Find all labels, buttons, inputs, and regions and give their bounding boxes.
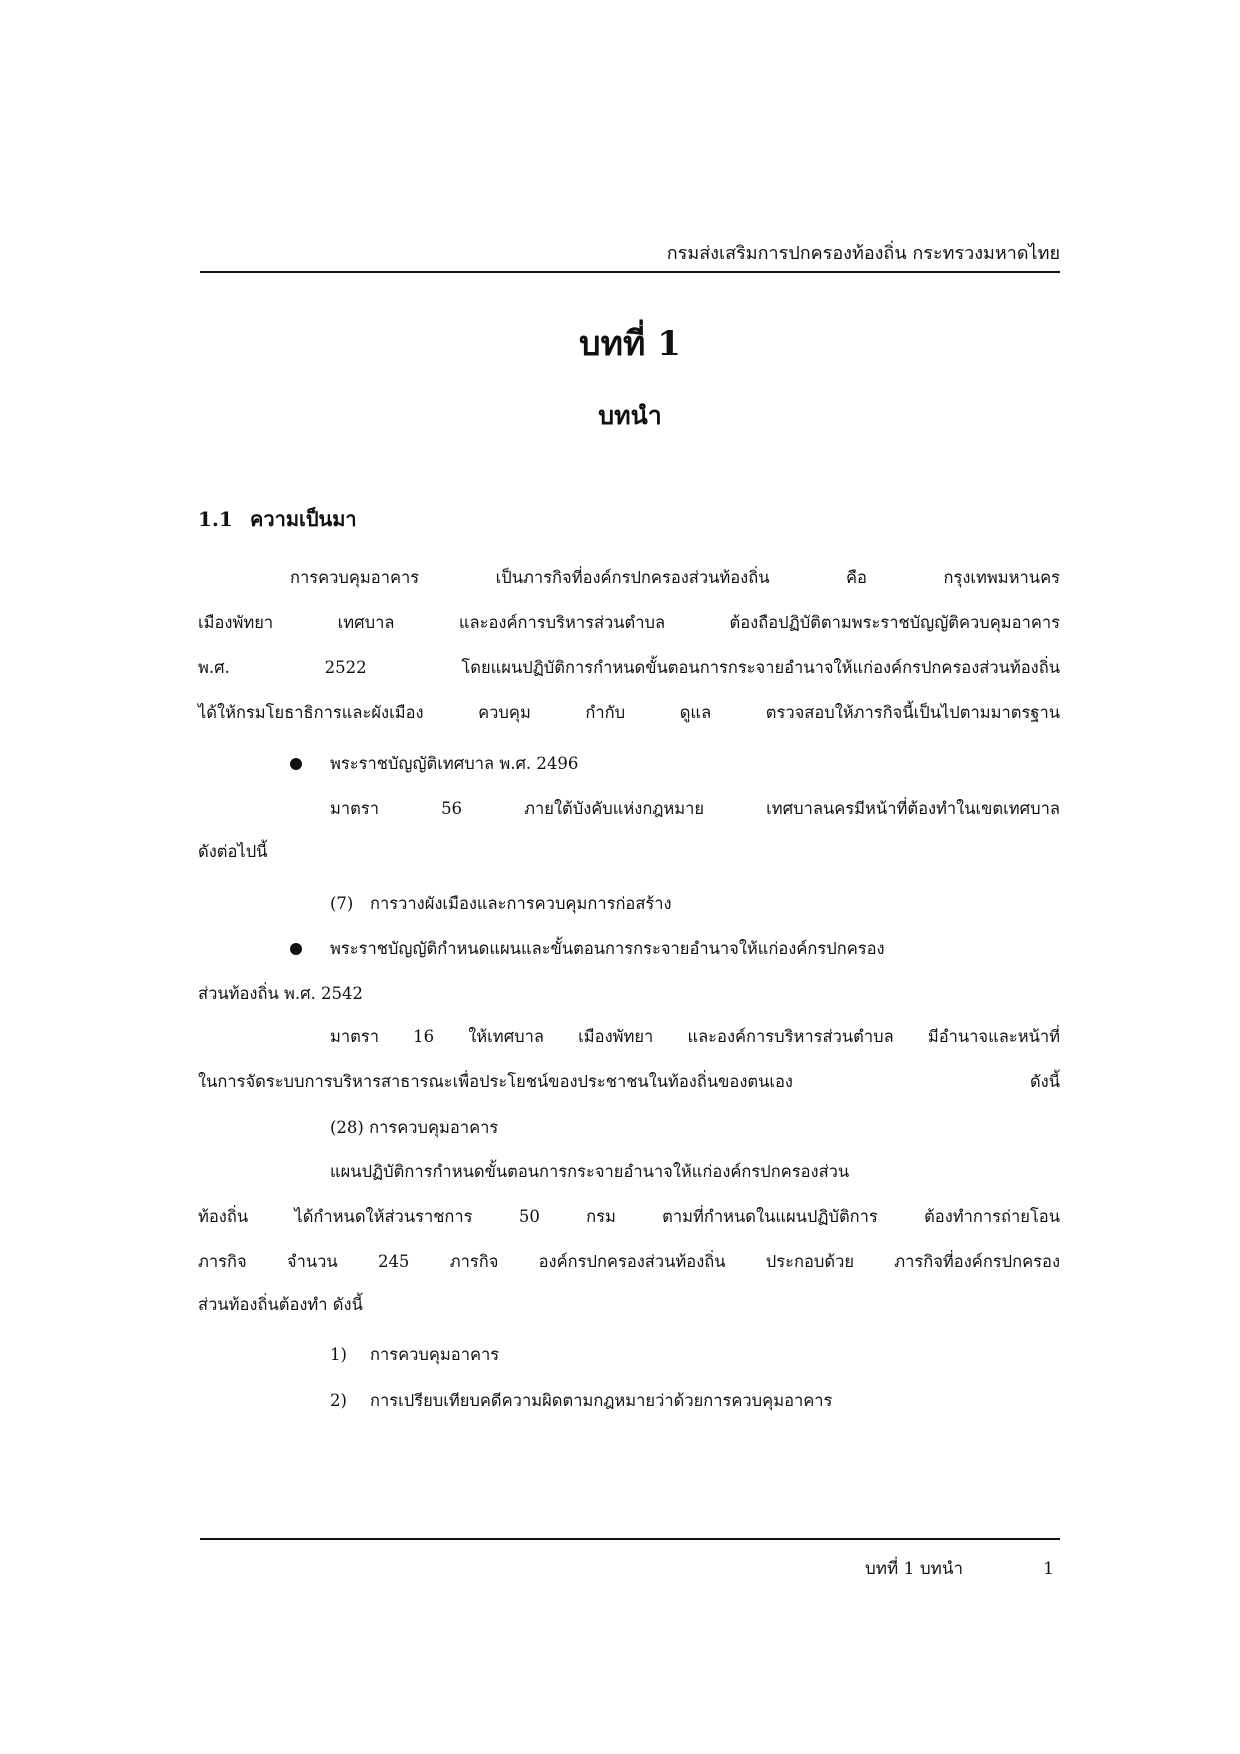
paragraph-line: ส่วนท้องถิ่นต้องทำ ดังนี้	[198, 1295, 363, 1314]
paragraph-line: การควบคุมอาคาร เป็นภารกิจที่องค์กรปกครองส่วนท้องถิ่น คือ กรุงเทพมหานคร	[290, 568, 1060, 587]
numbered-item: (28) การควบคุมอาคาร	[330, 1118, 499, 1137]
chapter-title: บทที่ 1	[579, 324, 681, 364]
running-header: กรมส่งเสริมการปกครองท้องถิ่น กระทรวงมหาดไทย	[666, 243, 1060, 264]
header-rule	[200, 271, 1060, 273]
paragraph-line: ได้ให้กรมโยธาธิการและผังเมือง ควบคุม กำกับ ดูแล ตรวจสอบให้ภารกิจนี้เป็นไปตามมาตรฐาน	[198, 703, 1060, 722]
paragraph-line: ส่วนท้องถิ่น พ.ศ. 2542	[198, 984, 364, 1003]
paragraph-line: เมืองพัทยา เทศบาล และองค์การบริหารส่วนตำบล ต้องถือปฏิบัติตามพระราชบัญญัติควบคุมอาคาร	[198, 613, 1060, 632]
list-item	[330, 1340, 499, 1370]
footer-rule	[200, 1538, 1060, 1540]
paragraph-line: ภารกิจ จำนวน 245 ภารกิจ องค์กรปกครองส่วนท้องถิ่น ประกอบด้วย ภารกิจที่องค์กรปกครอง	[198, 1252, 1060, 1271]
paragraph-line: ในการจัดระบบการบริหารสาธารณะเพื่อประโยชน์ของประชาชนในท้องถิ่นของตนเอง ดังนี้	[198, 1072, 1060, 1091]
paragraph-line: พ.ศ. 2522 โดยแผนปฏิบัติการกำหนดขั้นตอนการกระจายอำนาจให้แก่องค์กรปกครองส่วนท้องถิ่น	[198, 658, 1060, 677]
item-number: 1)	[330, 1345, 347, 1364]
numbered-item	[330, 889, 672, 919]
bullet-icon	[290, 758, 302, 770]
footer-label: บทที่ 1 บทนำ	[865, 1559, 963, 1579]
chapter-subtitle: บทนำ	[598, 401, 662, 430]
item-number: 2)	[330, 1391, 347, 1410]
page-number: 1	[1043, 1559, 1054, 1579]
paragraph-line: แผนปฏิบัติการกำหนดขั้นตอนการกระจายอำนาจให้แก่องค์กรปกครองส่วน	[330, 1162, 850, 1181]
item-text: การวางผังเมืองและการควบคุมการก่อสร้าง	[370, 894, 672, 913]
item-text: การเปรียบเทียบคดีความผิดตามกฎหมายว่าด้วยการควบคุมอาคาร	[370, 1391, 833, 1410]
paragraph-line: ท้องถิ่น ได้กำหนดให้ส่วนราชการ 50 กรม ตามที่กำหนดในแผนปฏิบัติการ ต้องทำการถ่ายโอน	[198, 1207, 1060, 1226]
section-number: 1.1	[198, 507, 233, 531]
bullet-text: พระราชบัญญัติกำหนดแผนและขั้นตอนการกระจายอำนาจให้แก่องค์กรปกครอง	[330, 939, 885, 958]
bullet-text: พระราชบัญญัติเทศบาล พ.ศ. 2496	[330, 754, 579, 773]
section-heading	[198, 502, 357, 536]
bullet-icon	[290, 943, 302, 955]
paragraph-line: มาตรา 56 ภายใต้บังคับแห่งกฎหมาย เทศบาลนครมีหน้าที่ต้องทำในเขตเทศบาล	[330, 799, 1060, 818]
paragraph-line: ดังต่อไปนี้	[198, 842, 268, 861]
item-text: การควบคุมอาคาร	[370, 1345, 500, 1364]
section-title: ความเป็นมา	[250, 507, 357, 531]
paragraph-line: มาตรา 16 ให้เทศบาล เมืองพัทยา และองค์การบริหารส่วนตำบล มีอำนาจและหน้าที่	[330, 1027, 1060, 1046]
item-number: (7)	[330, 894, 354, 913]
list-item	[330, 1386, 832, 1416]
